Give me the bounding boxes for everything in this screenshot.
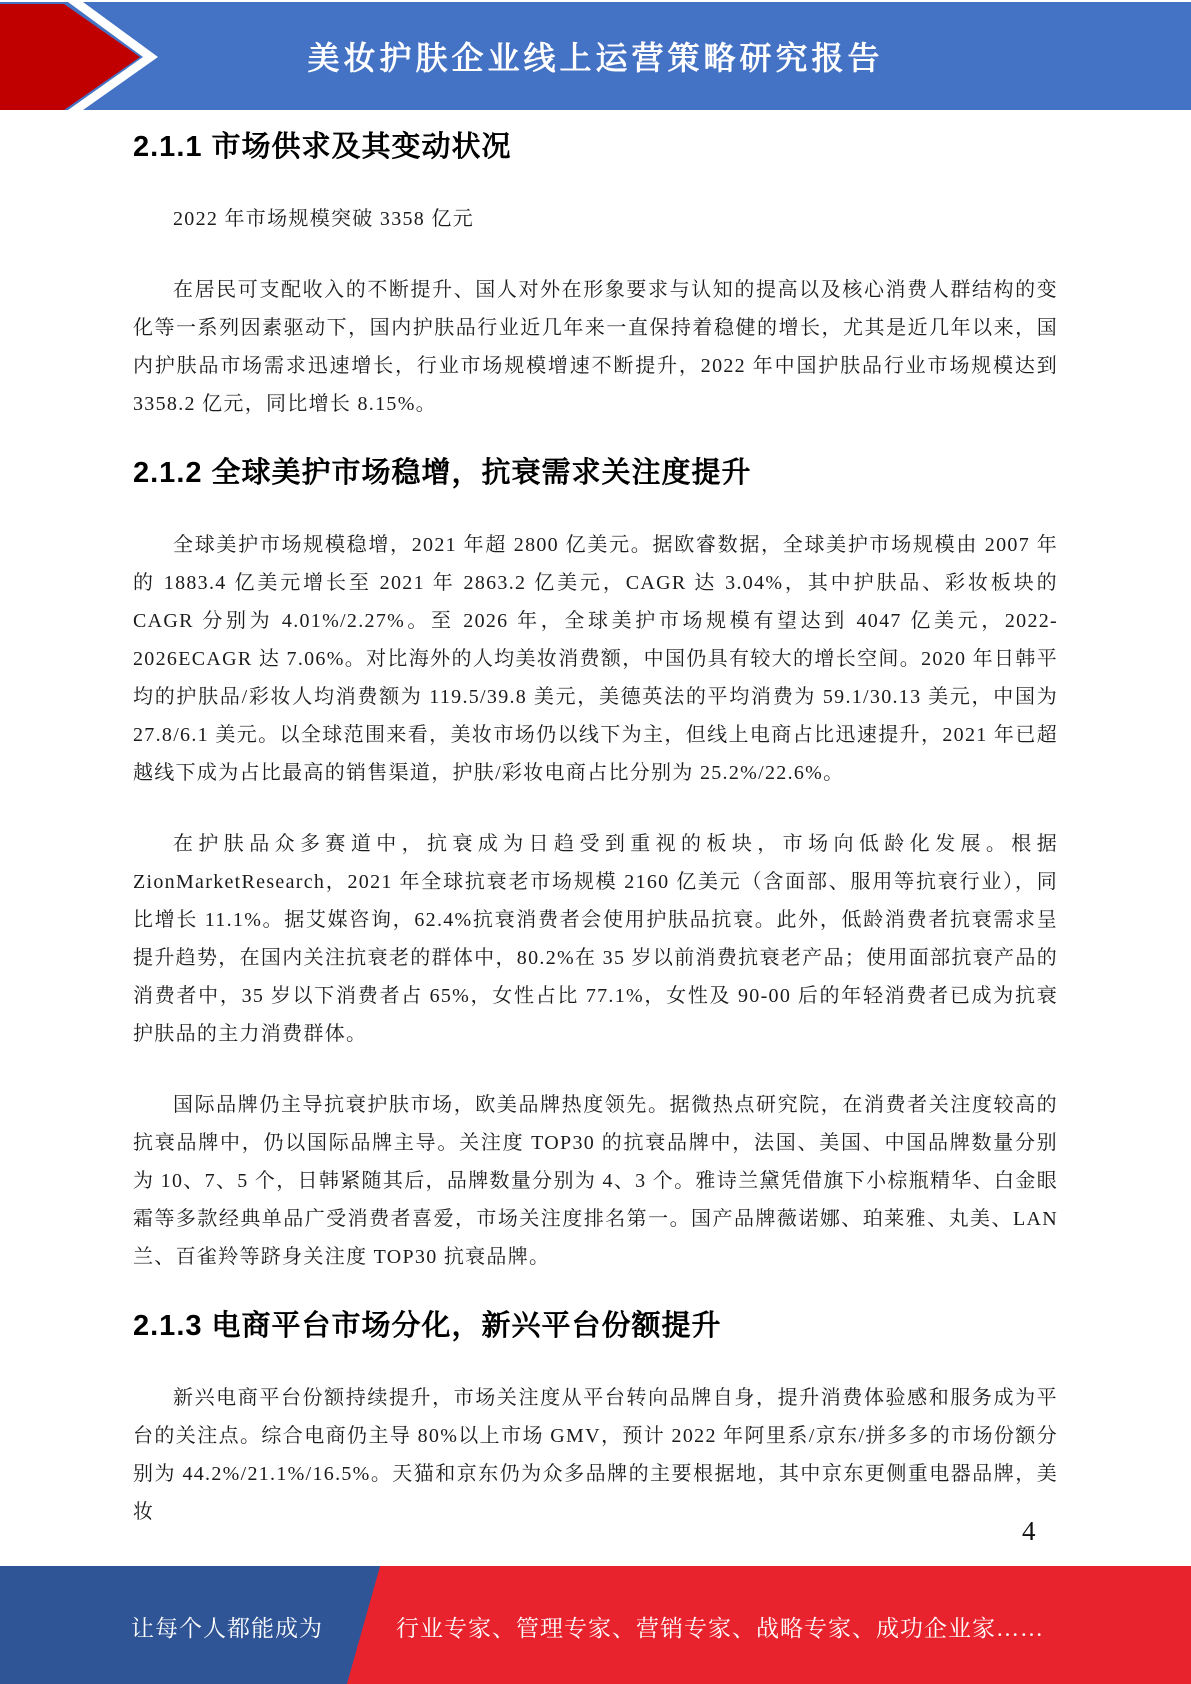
body-paragraph: 2022 年市场规模突破 3358 亿元 (173, 208, 474, 230)
section-heading: 2.1.2 全球美护市场稳增，抗衰需求关注度提升 (133, 457, 752, 489)
section-market-supply (133, 130, 1058, 423)
section-heading: 2.1.3 电商平台市场分化，新兴平台份额提升 (133, 1310, 722, 1342)
body-paragraph: 全球美护市场规模稳增，2021 年超 2800 亿美元。据欧睿数据，全球美护市场规模由 2007 年的 1883.4 亿美元增长至 2021 年 2863.2 亿美元，CAGR 达 3.04%，其中护肤品、彩妆板块的 CAGR 分别为 4.01%/2.27%。至 2026 年，全球美护市场规模有望达到 4047 亿美元，2022-2026ECAGR 达 7.06%。对比海外的人均美妆消费额，中国仍具有较大的增长空间。2020 年日韩平均的护肤品/彩妆人均消费额为 119.5/39.8 美元，美德英法的平均消费为 59.1/30.13 美元，中国为 27.8/6.1 美元。以全球范围来看，美妆市场仍以线下为主，但线上电商占比迅速提升，2021 年已超越线下成为占比最高的销售渠道，护肤/彩妆电商占比分别为 25.2%/22.6%。 (133, 534, 1058, 784)
header-banner (0, 2, 1191, 110)
body-paragraph: 在居民可支配收入的不断提升、国人对外在形象要求与认知的提高以及核心消费人群结构的变化等一系列因素驱动下，国内护肤品行业近几年来一直保持着稳健的增长，尤其是近几年以来，国内护肤品市场需求迅速增长，行业市场规模增速不断提升，2022 年中国护肤品行业市场规模达到 3358.2 亿元，同比增长 8.15%。 (133, 279, 1058, 415)
footer-slogan-left: 让每个人都能成为 (131, 1616, 323, 1641)
body-paragraph: 国际品牌仍主导抗衰护肤市场，欧美品牌热度领先。据微热点研究院，在消费者关注度较高的抗衰品牌中，仍以国际品牌主导。关注度 TOP30 的抗衰品牌中，法国、美国、中国品牌数量分别为 10、7、5 个，日韩紧随其后，品牌数量分别为 4、3 个。雅诗兰黛凭借旗下小棕瓶精华、白金眼霜等多款经典单品广受消费者喜爱，市场关注度排名第一。国产品牌薇诺娜、珀莱雅、丸美、LAN兰、百雀羚等跻身关注度 TOP30 抗衰品牌。 (133, 1094, 1058, 1268)
section-heading: 2.1.1 市场供求及其变动状况 (133, 131, 512, 163)
section-ecommerce-platforms (133, 1309, 1058, 1531)
body-paragraph: 在护肤品众多赛道中，抗衰成为日趋受到重视的板块，市场向低龄化发展。根据 ZionMarketResearch，2021 年全球抗衰老市场规模 2160 亿美元（含面部、服用等抗衰行业），同比增长 11.1%。据艾媒咨询，62.4%抗衰消费者会使用护肤品抗衰。此外，低龄消费者抗衰需求呈提升趋势，在国内关注抗衰老的群体中，80.2%在 35 岁以前消费抗衰老产品；使用面部抗衰产品的消费者中，35 岁以下消费者占 65%，女性占比 77.1%，女性及 90-00 后的年轻消费者已成为抗衰护肤品的主力消费群体。 (133, 833, 1058, 1045)
report-body (133, 130, 1058, 1564)
section-global-beauty (133, 456, 1058, 1276)
page-number: 4 (1022, 1516, 1036, 1546)
footer-slogan-right: 行业专家、管理专家、营销专家、战略专家、成功企业家…… (396, 1616, 1044, 1641)
body-paragraph: 新兴电商平台份额持续提升，市场关注度从平台转向品牌自身，提升消费体验感和服务成为平台的关注点。综合电商仍主导 80%以上市场 GMV，预计 2022 年阿里系/京东/拼多多的市场份额分别为 44.2%/21.1%/16.5%。天猫和京东仍为众多品牌的主要根据地，其中京东更侧重电器品牌，美妆 (133, 1387, 1058, 1523)
footer-banner (0, 1566, 1191, 1684)
report-title: 美妆护肤企业线上运营策略研究报告 (307, 40, 884, 76)
